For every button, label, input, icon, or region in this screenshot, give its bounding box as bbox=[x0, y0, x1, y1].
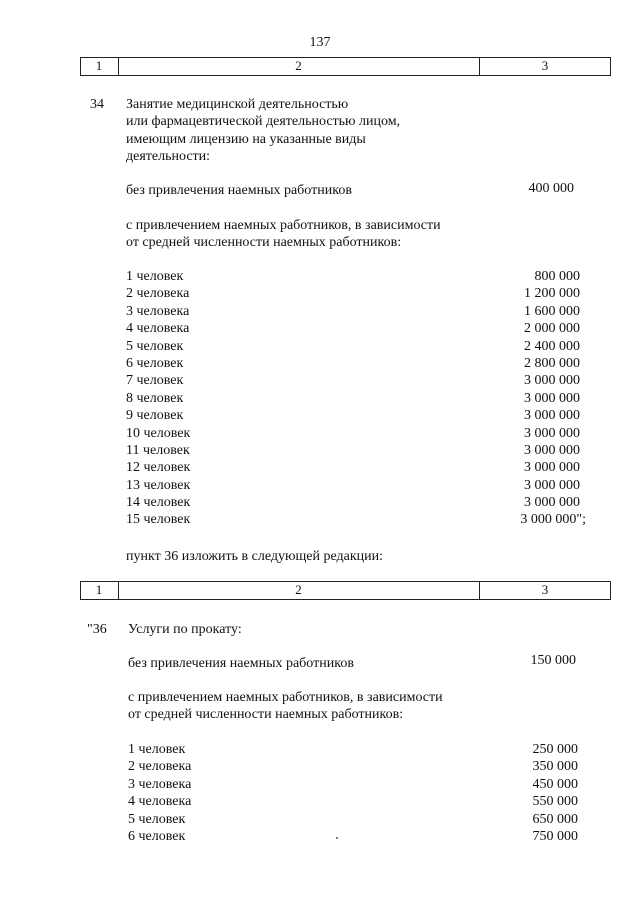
table-header-1 bbox=[80, 57, 611, 76]
item-34-without-hired-value: 400 000 bbox=[528, 181, 574, 196]
item-36-without-hired-value: 150 000 bbox=[530, 653, 576, 668]
list-item: 3 человека 450 000 bbox=[128, 776, 578, 792]
item-34-title-line: Занятие медицинской деятельностью bbox=[126, 97, 349, 112]
header-col-3: 3 bbox=[541, 582, 549, 597]
header-col-2: 2 bbox=[295, 58, 302, 73]
item-34-with-hired-line: от средней численности наемных работников: bbox=[126, 235, 402, 250]
item-34-title-line: или фармацевтической деятельностью лицом, bbox=[126, 114, 401, 129]
list-item: 15 человек 3 000 000"; bbox=[126, 512, 586, 528]
list-item: 2 человека 350 000 bbox=[128, 759, 578, 775]
item-34-with-hired-line: с привлечением наемных работников, в зависимости bbox=[126, 218, 441, 233]
header-col-3: 3 bbox=[541, 58, 549, 73]
list-item: 11 человек 3 000 000 bbox=[126, 442, 580, 458]
item-36-rows bbox=[128, 741, 578, 845]
list-item: 13 человек 3 000 000 bbox=[126, 477, 580, 493]
list-item: 4 человека 2 000 000 bbox=[126, 321, 580, 337]
table-header-2 bbox=[80, 581, 611, 600]
amendment-instruction: пункт 36 изложить в следующей редакции: bbox=[126, 549, 383, 564]
list-item: 1 человек 800 000 bbox=[126, 269, 580, 284]
item-36-with-hired-line: от средней численности наемных работников: bbox=[128, 707, 404, 722]
list-item: 14 человек 3 000 000 bbox=[126, 495, 580, 511]
item-34-title-line: деятельности: bbox=[126, 149, 211, 164]
item-36-number: "36 bbox=[87, 622, 107, 637]
header-col-2: 2 bbox=[295, 582, 302, 597]
list-item: 12 человек 3 000 000 bbox=[126, 460, 580, 476]
list-item: 8 человек 3 000 000 bbox=[126, 390, 580, 406]
list-item: 6 человек 2 800 000 bbox=[126, 355, 580, 371]
list-item: 6 человек 750 000 bbox=[128, 828, 578, 844]
item-34-number: 34 bbox=[90, 97, 104, 112]
list-item: 5 человек 2 400 000 bbox=[126, 338, 580, 354]
list-item: 1 человек 250 000 bbox=[128, 742, 578, 757]
item-34-rows bbox=[126, 268, 586, 529]
list-item: 3 человека 1 600 000 bbox=[126, 303, 580, 319]
scan-speck bbox=[336, 837, 338, 839]
item-36-title: Услуги по прокату: bbox=[128, 622, 242, 637]
header-col-1: 1 bbox=[95, 582, 103, 597]
list-item: 2 человека 1 200 000 bbox=[126, 286, 580, 302]
header-col-1: 1 bbox=[95, 58, 103, 73]
list-item: 7 человек 3 000 000 bbox=[126, 373, 580, 389]
item-34-title-line: имеющим лицензию на указанные виды bbox=[126, 132, 366, 147]
list-item: 9 человек 3 000 000 bbox=[126, 408, 580, 424]
item-34-without-hired-label: без привлечения наемных работников bbox=[126, 183, 352, 198]
list-item: 5 человек 650 000 bbox=[128, 811, 578, 827]
item-36-with-hired-line: с привлечением наемных работников, в зависимости bbox=[128, 690, 443, 705]
page-number: 137 bbox=[309, 35, 331, 50]
list-item: 4 человека 550 000 bbox=[128, 794, 578, 810]
list-item: 10 человек 3 000 000 bbox=[126, 425, 580, 441]
item-36-without-hired-label: без привлечения наемных работников bbox=[128, 656, 354, 671]
